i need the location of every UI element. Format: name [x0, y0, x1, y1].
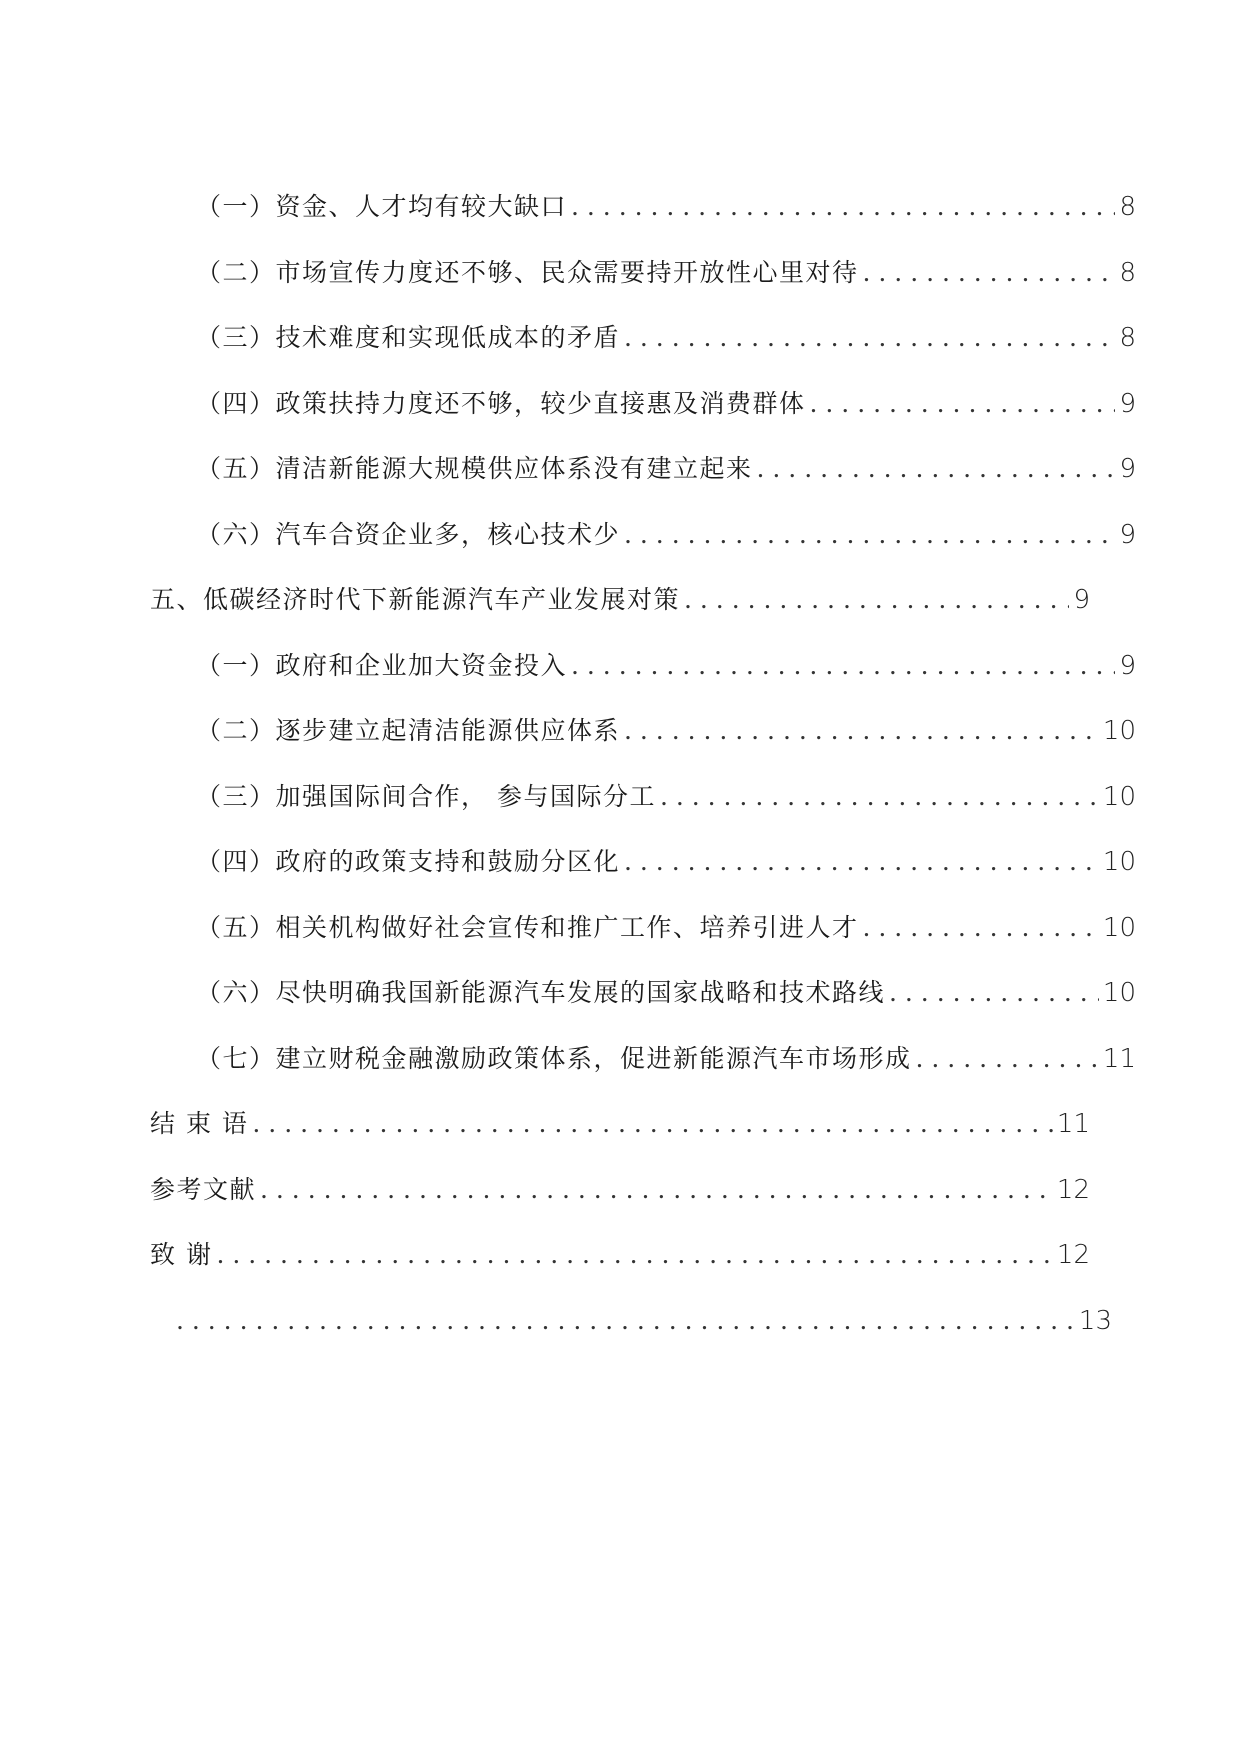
- toc-entry-page: 10: [1102, 716, 1136, 746]
- toc-entry-title: （一）政府和企业加大资金投入: [196, 650, 568, 680]
- toc-entry-page: 8: [1119, 257, 1136, 288]
- toc-entry-title: （四）政策扶持力度还不够，较少直接惠及消费群体: [196, 388, 806, 418]
- dot-leader: [863, 913, 1099, 943]
- toc-entry-title: （四）政府的政策支持和鼓励分区化: [196, 847, 621, 876]
- toc-entry-page: 10: [1102, 978, 1136, 1008]
- dot-leader: [624, 520, 1115, 550]
- toc-entry-page: 10: [1102, 847, 1136, 877]
- dot-leader: [684, 585, 1069, 615]
- toc-entry: [150, 901, 1136, 967]
- toc-entry: [150, 442, 1136, 508]
- toc-entry-page: 10: [1102, 781, 1136, 812]
- toc-entry: [150, 1163, 1090, 1229]
- toc-entry: [150, 508, 1136, 574]
- dot-leader: [624, 716, 1099, 746]
- dot-leader: [889, 978, 1099, 1008]
- toc-entry-page: 8: [1119, 192, 1136, 222]
- toc-entry: [150, 966, 1136, 1032]
- dot-leader: [624, 323, 1115, 353]
- toc-entry: [150, 704, 1136, 770]
- toc-entry: [150, 770, 1136, 836]
- toc-entry-title: （二）市场宣传力度还不够、民众需要持开放性心里对待: [196, 257, 859, 287]
- toc-entry-page: 12: [1056, 1240, 1090, 1270]
- toc-entry-title: （五）相关机构做好社会宣传和推广工作、培养引进人才: [196, 912, 859, 942]
- toc-entry: [150, 1294, 1112, 1360]
- dot-leader: [810, 389, 1116, 419]
- toc-entry-page: 11: [1056, 1109, 1090, 1139]
- dot-leader: [863, 258, 1116, 288]
- toc-entry: [150, 639, 1136, 705]
- toc-entry-title: （二）逐步建立起清洁能源供应体系: [196, 716, 621, 745]
- toc-entry-title: （三）技术难度和实现低成本的矛盾: [196, 323, 621, 352]
- dot-leader: [252, 1109, 1053, 1139]
- toc-entry-page: 10: [1102, 912, 1136, 943]
- toc-entry-title: （五）清洁新能源大规模供应体系没有建立起来: [196, 454, 753, 483]
- toc-entry-title: 致 谢: [150, 1240, 213, 1269]
- dot-leader: [624, 847, 1099, 877]
- toc-entry-page: 9: [1119, 388, 1136, 419]
- toc-entry-page: 13: [1078, 1305, 1112, 1336]
- toc-entry-page: 9: [1119, 454, 1136, 484]
- dot-leader: [660, 782, 1099, 812]
- toc-entry-page: 11: [1102, 1043, 1136, 1074]
- toc-entry-page: 9: [1119, 650, 1136, 681]
- toc-entry-page: 9: [1073, 585, 1090, 615]
- dot-leader: [571, 651, 1115, 681]
- toc-entry: [150, 1032, 1136, 1098]
- dot-leader: [757, 454, 1116, 484]
- toc-entry-page: 9: [1119, 519, 1136, 550]
- toc-entry: [150, 1228, 1090, 1294]
- dot-leader: [260, 1175, 1053, 1205]
- toc-entry-page: 8: [1119, 323, 1136, 353]
- dot-leader: [176, 1306, 1075, 1336]
- dot-leader: [571, 192, 1115, 222]
- dot-leader: [916, 1044, 1099, 1074]
- toc-entry: [150, 180, 1136, 246]
- toc-entry: [150, 1097, 1090, 1163]
- toc-entry-title: （七）建立财税金融激励政策体系，促进新能源汽车市场形成: [196, 1043, 912, 1073]
- toc-entry-title: 结 束 语: [150, 1109, 249, 1138]
- toc-entry-page: 12: [1056, 1174, 1090, 1205]
- toc-entry-title: （六）尽快明确我国新能源汽车发展的国家战略和技术路线: [196, 978, 886, 1007]
- toc-entry-title: 五、低碳经济时代下新能源汽车产业发展对策: [150, 585, 681, 614]
- toc-entry-title: （三）加强国际间合作， 参与国际分工: [196, 781, 656, 811]
- toc-entry: [150, 573, 1090, 639]
- table-of-contents: [150, 180, 1136, 1359]
- toc-entry: [150, 311, 1136, 377]
- toc-entry: [150, 835, 1136, 901]
- dot-leader: [216, 1240, 1052, 1270]
- toc-entry: [150, 377, 1136, 443]
- toc-entry-title: 参考文献: [150, 1174, 257, 1204]
- toc-entry: [150, 246, 1136, 312]
- toc-entry-title: （一）资金、人才均有较大缺口: [196, 192, 568, 221]
- toc-entry-title: （六）汽车合资企业多，核心技术少: [196, 519, 621, 549]
